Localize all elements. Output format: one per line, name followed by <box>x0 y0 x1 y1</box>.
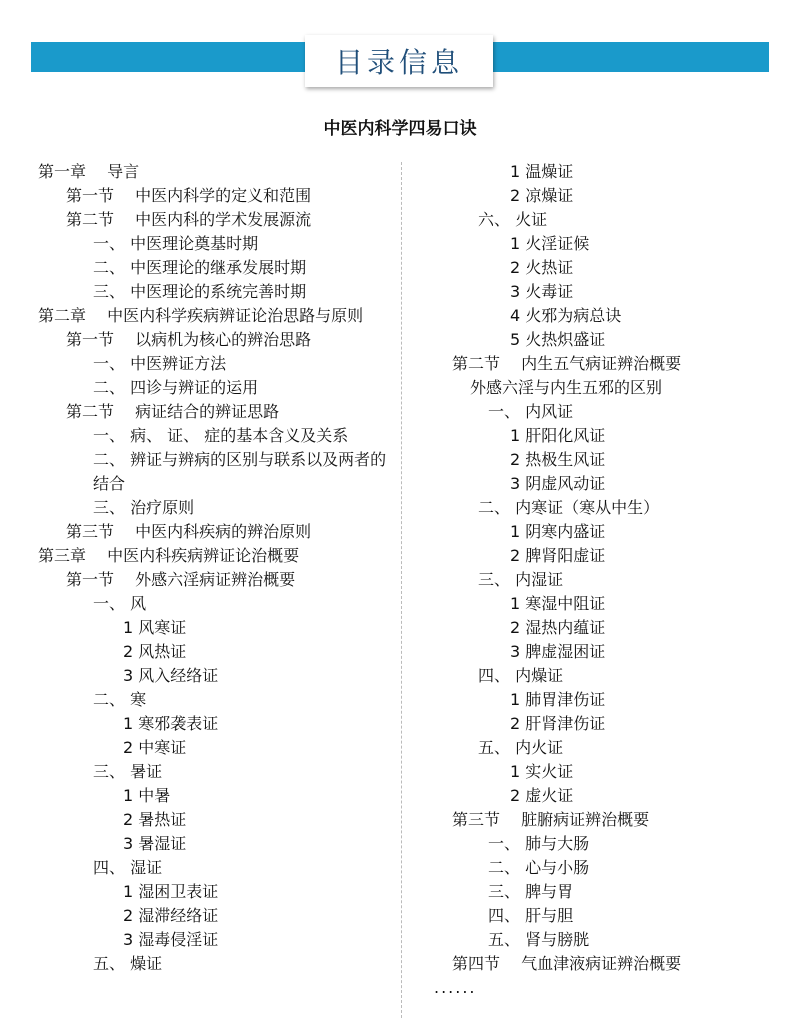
toc-entry: 2 肝肾津伤证 <box>510 714 606 733</box>
toc-entry: 2 虚火证 <box>510 786 574 805</box>
toc-entry: 1 肝阳化风证 <box>510 426 606 445</box>
toc-entry: 一、 病、 证、 症的基本含义及关系 <box>93 426 349 445</box>
toc-entry: 二、 心与小肠 <box>488 858 590 877</box>
toc-entry: 3 风入经络证 <box>123 666 219 685</box>
toc-entry: 三、 脾与胃 <box>488 882 574 901</box>
toc-entry: 1 寒湿中阻证 <box>510 594 606 613</box>
toc-entry: 第二章 中医内科学疾病辨证论治思路与原则 <box>38 306 364 325</box>
toc-entry: 四、 内燥证 <box>478 666 564 685</box>
toc-entry: 1 风寒证 <box>123 618 187 637</box>
toc-entry: 4 火邪为病总诀 <box>510 306 622 325</box>
toc-entry: 1 火淫证候 <box>510 234 590 253</box>
toc-entry: 三、 暑证 <box>93 762 163 781</box>
toc-entry: 第二节 病证结合的辨证思路 <box>66 402 280 421</box>
toc-entry: 2 中寒证 <box>123 738 187 757</box>
document-title: 中医内科学四易口诀 <box>323 119 477 139</box>
toc-entry: 2 暑热证 <box>123 810 187 829</box>
toc-entry: 2 风热证 <box>123 642 187 661</box>
toc-entry: 五、 内火证 <box>478 738 564 757</box>
toc-entry: 3 脾虚湿困证 <box>510 642 606 661</box>
toc-entry: 第三章 中医内科疾病辨证论治概要 <box>38 546 300 565</box>
toc-entry: 六、 火证 <box>478 210 548 229</box>
column-divider <box>401 162 402 1018</box>
toc-entry: 三、 治疗原则 <box>93 498 195 517</box>
toc-entry: 1 实火证 <box>510 762 574 781</box>
toc-entry: 2 热极生风证 <box>510 450 606 469</box>
toc-entry: 1 阴寒内盛证 <box>510 522 606 541</box>
toc-entry: 3 阴虚风动证 <box>510 474 606 493</box>
toc-entry: 1 肺胃津伤证 <box>510 690 606 709</box>
toc-entry: 三、 中医理论的系统完善时期 <box>93 282 307 301</box>
toc-entry: 一、 中医理论奠基时期 <box>93 234 259 253</box>
toc-entry: 第四节 气血津液病证辨治概要 <box>452 954 682 973</box>
banner-title: 目录信息 <box>305 35 493 87</box>
toc-entry: 第一章 导言 <box>38 162 140 181</box>
toc-entry: 二、 辨证与辨病的区别与联系以及两者的结合 <box>93 450 387 493</box>
toc-entry: 第三节 脏腑病证辨治概要 <box>452 810 650 829</box>
toc-entry: 3 湿毒侵淫证 <box>123 930 219 949</box>
toc-left-column <box>38 160 394 976</box>
toc-entry: 四、 肝与胆 <box>488 906 574 925</box>
toc-entry: 二、 四诊与辨证的运用 <box>93 378 259 397</box>
toc-entry: 1 温燥证 <box>510 162 574 181</box>
toc-entry: 3 暑湿证 <box>123 834 187 853</box>
toc-entry: 第三节 中医内科疾病的辨治原则 <box>66 522 312 541</box>
toc-entry: 第一节 中医内科学的定义和范围 <box>66 186 312 205</box>
toc-entry: 1 寒邪袭表证 <box>123 714 219 733</box>
toc-entry: 一、 中医辨证方法 <box>93 354 227 373</box>
toc-entry: 二、 内寒证（寒从中生） <box>478 498 660 517</box>
toc-entry: 五、 燥证 <box>93 954 163 973</box>
toc-entry: 五、 肾与膀胱 <box>488 930 590 949</box>
toc-entry: 二、 中医理论的继承发展时期 <box>93 258 307 277</box>
toc-entry: 第二节 内生五气病证辨治概要 <box>452 354 682 373</box>
toc-entry: 第一节 以病机为核心的辨治思路 <box>66 330 312 349</box>
toc-entry: 第一节 外感六淫病证辨治概要 <box>66 570 296 589</box>
toc-entry: 第二节 中医内科的学术发展源流 <box>66 210 312 229</box>
toc-entry: ...... <box>434 978 477 997</box>
toc-entry: 外感六淫与内生五邪的区别 <box>470 378 663 397</box>
toc-entry: 2 湿滞经络证 <box>123 906 219 925</box>
toc-entry: 2 火热证 <box>510 258 574 277</box>
toc-entry: 1 中暑 <box>123 786 171 805</box>
toc-entry: 2 湿热内蕴证 <box>510 618 606 637</box>
toc-entry: 一、 风 <box>93 594 147 613</box>
toc-entry: 3 火毒证 <box>510 282 574 301</box>
toc-entry: 5 火热炽盛证 <box>510 330 606 349</box>
toc-entry: 1 湿困卫表证 <box>123 882 219 901</box>
toc-entry: 二、 寒 <box>93 690 147 709</box>
toc-entry: 2 凉燥证 <box>510 186 574 205</box>
toc-entry: 四、 湿证 <box>93 858 163 877</box>
toc-right-column <box>426 160 766 1000</box>
toc-entry: 一、 肺与大肠 <box>488 834 590 853</box>
toc-entry: 2 脾肾阳虚证 <box>510 546 606 565</box>
toc-entry: 一、 内风证 <box>488 402 574 421</box>
toc-entry: 三、 内湿证 <box>478 570 564 589</box>
